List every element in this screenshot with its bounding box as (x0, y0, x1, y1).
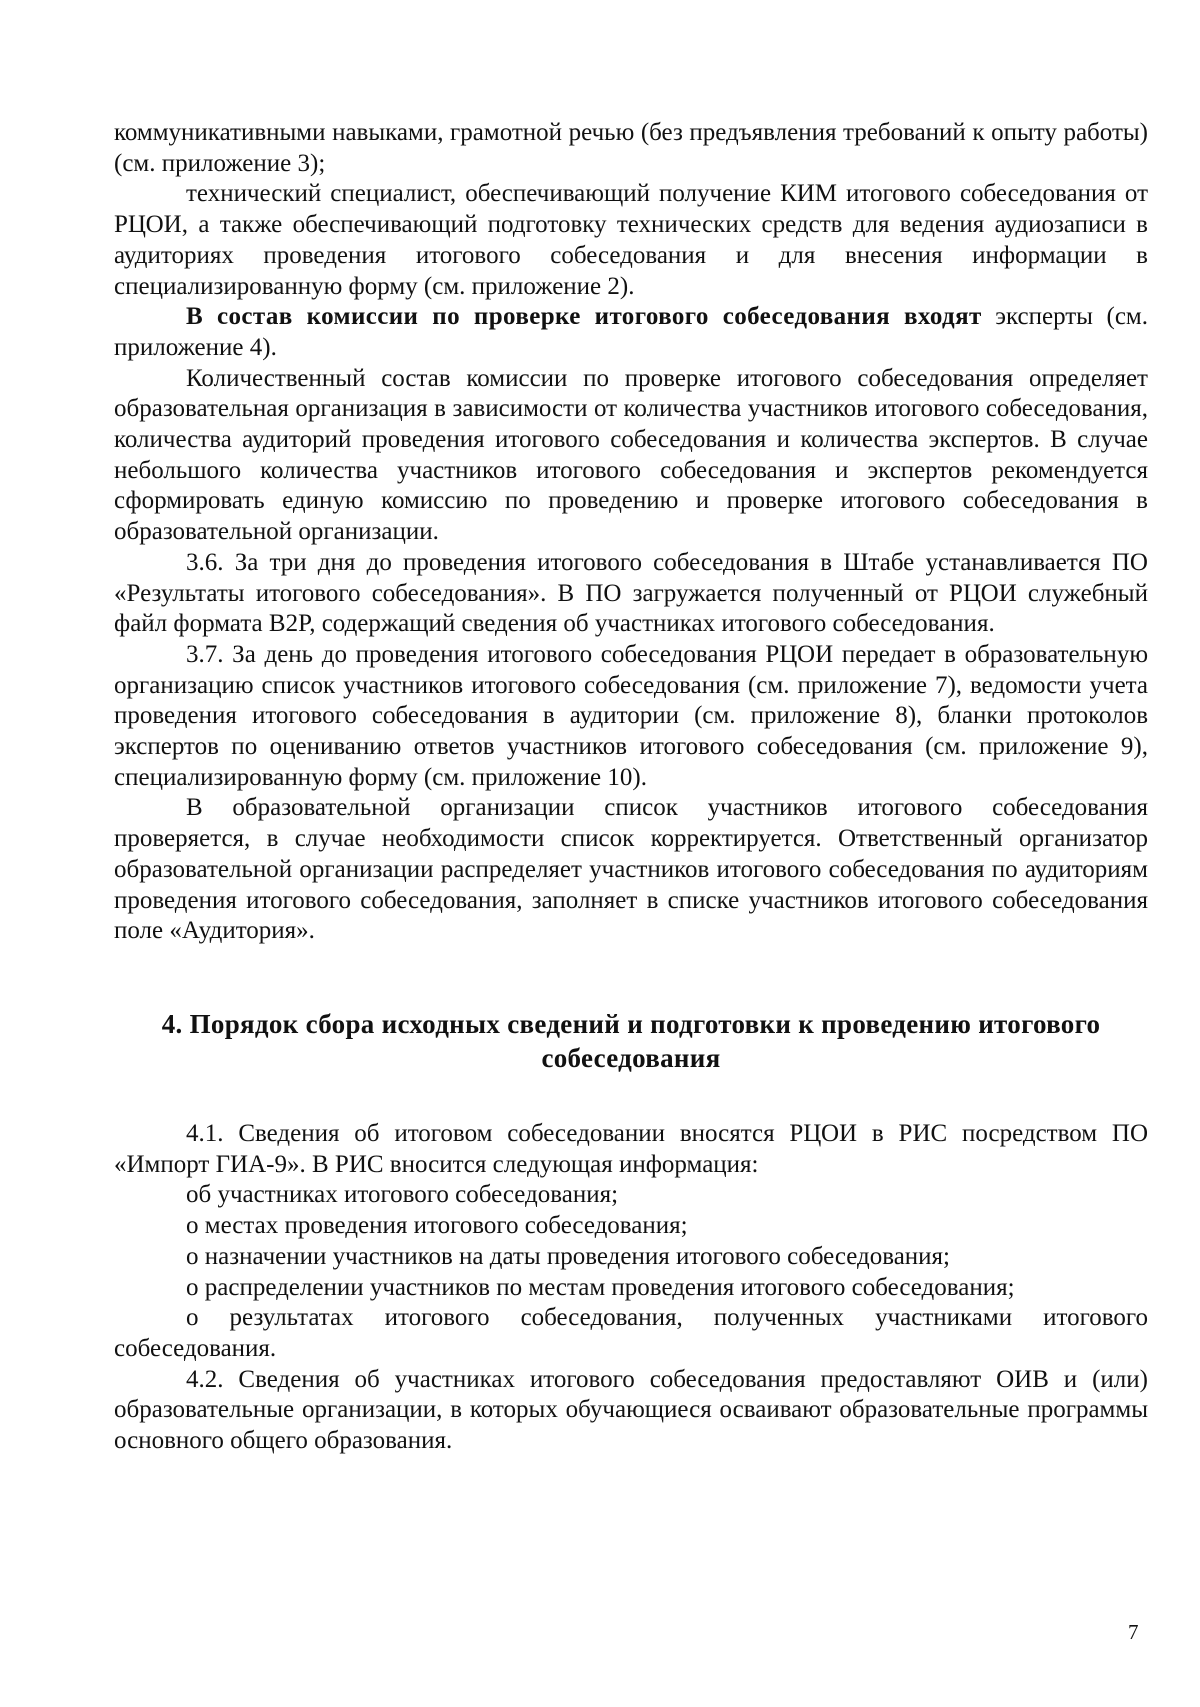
section-4-heading: 4. Порядок сбора исходных сведений и подготовки к проведению итогового собеседования (161, 1008, 1101, 1073)
commission-composition-bold: В состав комиссии по проверке итогового собеседования входят (186, 303, 982, 331)
list-item: о распределении участников по местам проведения итогового собеседования; (186, 1273, 1015, 1301)
paragraph-commission-size: Количественный состав комиссии по проверке итогового собеседования определяет образовательная организация в зависимости от количества участников итогового собеседования, количества аудиторий проведения итогового собеседования и количества экспертов. В случае небольшого количества участников итогового собеседования и экспертов рекомендуется сформировать единую комиссию по проведению и проверке итогового собеседования в образовательной организации. (114, 364, 1148, 546)
paragraph-technical-specialist: технический специалист, обеспечивающий получение КИМ итогового собеседования от РЦОИ, а также обеспечивающий подготовку технических средств для ведения аудиозаписи в аудиториях проведения итогового собеседования и для внесения информации в специализированную форму (см. приложение 2). (114, 180, 1148, 300)
list-item: о назначении участников на даты проведения итогового собеседования; (186, 1242, 950, 1270)
document-body (114, 118, 1148, 1457)
list-item: о результатах итогового собеседования, полученных участниками итогового собеседования. (114, 1304, 1148, 1362)
paragraph-3-6: 3.6. За три дня до проведения итогового собеседования в Штабе устанавливается ПО «Результаты итогового собеседования». В ПО загружается полученный от РЦОИ служебный файл формата B2P, содержащий сведения об участниках итогового собеседования. (114, 548, 1148, 638)
page-number: 7 (1128, 1620, 1139, 1644)
paragraph-4-1: 4.1. Сведения об итоговом собеседовании вносятся РЦОИ в РИС посредством ПО «Импорт ГИА-9». В РИС вносится следующая информация: (114, 1119, 1148, 1178)
list-item: о местах проведения итогового собеседования; (186, 1212, 688, 1240)
commission-composition-rest: эксперты (см. приложение 4). (114, 303, 1149, 361)
paragraph-communication-skills: коммуникативными навыками, грамотной речью (без предъявления требований к опыту работы) (см. приложение 3); (114, 119, 1148, 177)
paragraph-3-7: 3.7. За день до проведения итогового собеседования РЦОИ передает в образовательную организацию список участников итогового собеседования (см. приложение 7), ведомости учета проведения итогового собеседования в аудитории (см. приложение 8), бланки протоколов экспертов по оцениванию ответов участников итогового собеседования (см. приложение 9), специализированную форму (см. приложение 10). (114, 640, 1148, 791)
paragraph-4-2: 4.2. Сведения об участниках итогового собеседования предоставляют ОИВ и (или) образовательные организации, в которых обучающиеся осваивают образовательные программы основного общего образования. (114, 1365, 1148, 1455)
paragraph-commission-composition (114, 302, 1148, 363)
paragraph-participant-list: В образовательной организации список участников итогового собеседования проверяется, в случае необходимости список корректируется. Ответственный организатор образовательной организации распределяет участников итогового собеседования по аудиториям проведения итогового собеседования, заполняет в списке участников итогового собеседования поле «Аудитория». (114, 794, 1148, 945)
list-item: об участниках итогового собеседования; (186, 1181, 619, 1209)
